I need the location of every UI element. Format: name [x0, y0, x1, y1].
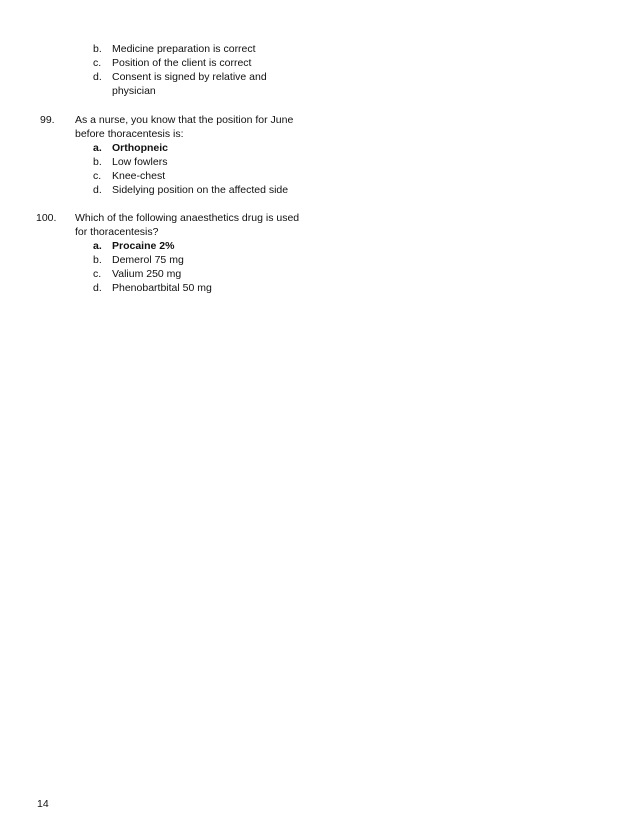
option-text: Consent is signed by relative and — [112, 71, 267, 83]
option-text: Demerol 75 mg — [112, 254, 184, 266]
option-letter: d. — [93, 71, 102, 83]
option-letter: b. — [93, 254, 102, 266]
option-text: Procaine 2% — [112, 240, 175, 252]
option-text: Phenobartbital 50 mg — [112, 282, 212, 294]
option-text: Valium 250 mg — [112, 268, 182, 280]
question-stem-line: for thoracentesis? — [75, 226, 159, 238]
option-letter: c. — [93, 170, 102, 182]
question-stem-100 — [75, 211, 315, 239]
question-stem-line: As a nurse, you know that the position for June — [75, 114, 294, 126]
option-text: Sidelying position on the affected side — [112, 184, 289, 196]
option-letter: a. — [93, 142, 102, 154]
question-number-99: 99. — [40, 114, 55, 126]
option-letter: b. — [93, 43, 102, 55]
page-number: 14 — [37, 798, 49, 810]
option-letter: b. — [93, 156, 102, 168]
question-number-100: 100. — [36, 212, 57, 224]
option-text: Orthopneic — [112, 142, 169, 154]
option-letter: c. — [93, 268, 102, 280]
question-stem-line: before thoracentesis is: — [75, 128, 184, 140]
option-letter: d. — [93, 184, 102, 196]
question-stem-line: Which of the following anaesthetics drug is used — [75, 212, 300, 224]
option-letter: d. — [93, 282, 102, 294]
option-text: Position of the client is correct — [112, 57, 252, 69]
option-continued-d-wrap: physician — [112, 85, 156, 97]
option-text: Medicine preparation is correct — [112, 43, 256, 55]
question-stem-99 — [75, 113, 315, 141]
option-letter: a. — [93, 240, 102, 252]
option-text: Knee-chest — [112, 170, 166, 182]
option-letter: c. — [93, 57, 102, 69]
option-text: Low fowlers — [112, 156, 168, 168]
